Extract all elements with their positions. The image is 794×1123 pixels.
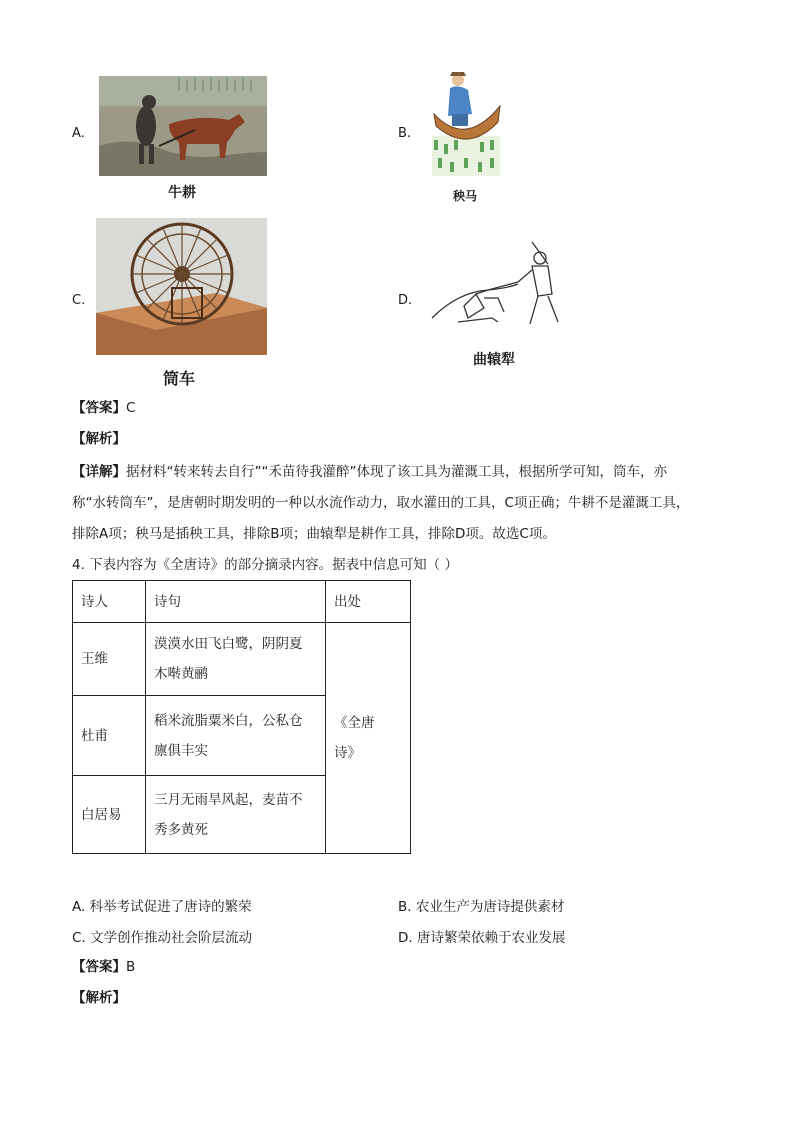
choice-a-text: 科举考试促进了唐诗的繁荣 — [89, 899, 252, 915]
header-source: 出处 — [326, 581, 411, 623]
q3-answer-label: 【答案】 — [72, 400, 126, 416]
verse-line: 漠漠水田飞白鹭，阴阴夏 — [154, 636, 303, 652]
choice-b[interactable] — [398, 895, 564, 915]
option-a-letter: A. — [72, 126, 85, 141]
option-d-caption: 曲辕犁 — [473, 352, 515, 368]
choice-c[interactable] — [72, 926, 252, 946]
ox-plowing-image — [99, 76, 267, 176]
choice-b-text: 农业生产为唐诗提供素材 — [415, 899, 565, 915]
option-b-caption: 秧马 — [453, 189, 478, 203]
verse-line: 秀多黄死 — [154, 821, 208, 838]
poet-cell: 白居易 — [73, 776, 146, 854]
waterwheel-image — [96, 218, 267, 355]
choice-c-text: 文学创作推动社会阶层流动 — [90, 930, 253, 946]
choice-b-letter: B. — [398, 899, 412, 915]
source-line: 诗》 — [334, 745, 361, 761]
poet-cell: 王维 — [73, 623, 146, 696]
option-d-letter: D. — [398, 293, 413, 308]
q4-answer-value: B — [126, 959, 136, 975]
verse-cell — [146, 776, 326, 854]
verse-cell — [146, 696, 326, 776]
choice-a[interactable] — [72, 895, 252, 915]
option-c-letter: C. — [72, 293, 86, 308]
choice-a-letter: A. — [72, 899, 86, 915]
q3-detail-line-1 — [72, 462, 667, 482]
q4-answer-label: 【答案】 — [72, 959, 126, 975]
verse-line: 廪俱丰实 — [154, 742, 208, 759]
table-header-row — [73, 581, 411, 623]
choice-d[interactable] — [398, 926, 565, 946]
verse-line: 木啭黄鹂 — [154, 666, 208, 682]
verse-line: 三月无雨旱风起，麦苗不 — [154, 791, 303, 808]
choice-d-text: 唐诗繁荣依赖于农业发展 — [416, 930, 566, 946]
option-a-caption: 牛耕 — [168, 185, 196, 201]
header-verse: 诗句 — [146, 581, 326, 623]
q3-answer — [72, 398, 135, 418]
source-line: 《全唐 — [334, 715, 375, 731]
q4-answer — [72, 957, 135, 977]
poem-table — [72, 580, 411, 854]
q3-detail-line-2: 称“水转筒车”，是唐朝时期发明的一种以水流作动力，取水灌田的工具，C项正确；牛耕不是灌溉工具， — [72, 495, 690, 511]
q4-stem: 4. 下表内容为《全唐诗》的部分摘录内容。据表中信息可知（ ） — [72, 557, 458, 573]
q4-analysis-label: 【解析】 — [72, 990, 126, 1006]
poet-cell: 杜甫 — [73, 696, 146, 776]
q3-answer-value: C — [126, 400, 136, 416]
table-row — [73, 623, 411, 696]
choice-d-letter: D. — [398, 930, 413, 946]
option-c-caption: 筒车 — [163, 369, 196, 388]
source-cell — [326, 623, 411, 854]
seedling-horse-image — [428, 70, 504, 178]
q3-detail-label: 【详解】 — [72, 464, 126, 480]
curved-plough-image — [428, 238, 564, 330]
q3-detail-line-3: 排除A项；秧马是插秧工具，排除B项；曲辕犁是耕作工具，排除D项。故选C项。 — [72, 526, 556, 542]
verse-cell — [146, 623, 326, 696]
q3-detail-text-1: 据材料“转来转去自行”“禾苗待我灌醉”体现了该工具为灌溉工具，根据所学可知，筒车，亦 — [126, 464, 667, 480]
verse-line: 稻米流脂粟米白，公私仓 — [154, 712, 303, 729]
option-b-letter: B. — [398, 126, 412, 141]
header-poet: 诗人 — [73, 581, 146, 623]
choice-c-letter: C. — [72, 930, 86, 946]
q3-analysis-label: 【解析】 — [72, 431, 126, 447]
